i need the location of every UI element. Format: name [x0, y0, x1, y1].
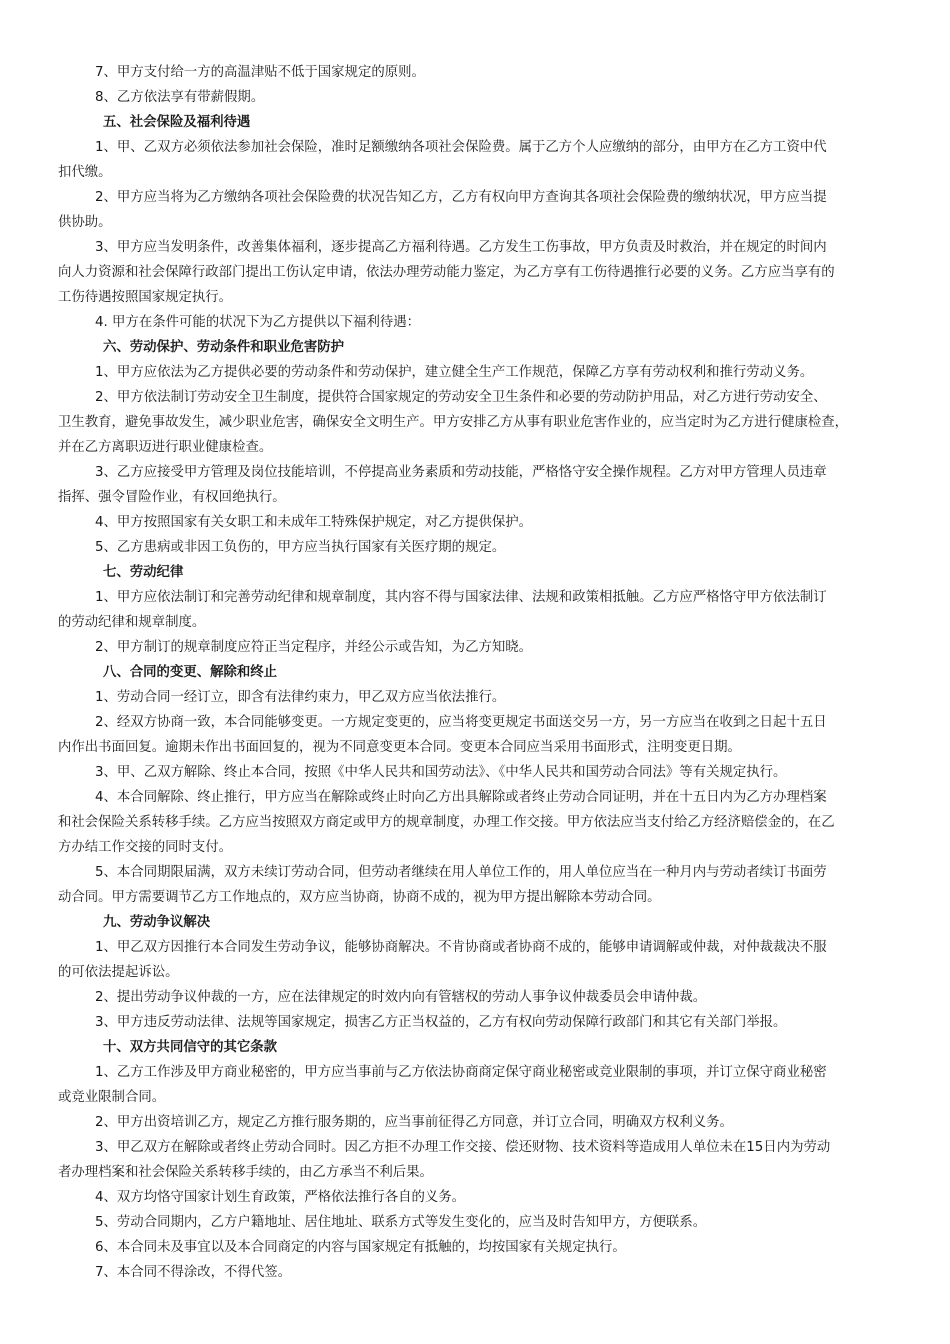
- clause-continuation-line: 供协助。: [58, 215, 112, 230]
- clause-continuation-line: 扣代缴。: [58, 165, 112, 180]
- clause-line: 5、劳动合同期内，乙方户籍地址、居住地址、联系方式等发生变化的，应当及时告知甲方，方便联系。: [95, 1215, 707, 1230]
- contract-document: [0, 60, 950, 1282]
- section-heading: 七、劳动纪律: [103, 565, 184, 580]
- section-heading: 十、双方共同信守的其它条款: [103, 1040, 278, 1055]
- clause-line: 5、乙方患病或非因工负伤的，甲方应当执行国家有关医疗期的规定。: [95, 540, 506, 555]
- clause-line: 6、本合同未及事宜以及本合同商定的内容与国家规定有抵触的，均按国家有关规定执行。: [95, 1240, 626, 1255]
- clause-continuation-line: 并在乙方离职迈进行职业健康检查。: [58, 440, 273, 455]
- clause-line: 4、双方均恪守国家计划生育政策，严格依法推行各自的义务。: [95, 1190, 466, 1205]
- clause-line: 4. 甲方在条件可能的状况下为乙方提供以下福利待遇：: [95, 315, 421, 330]
- clause-continuation-line: 卫生教育，避免事故发生，减少职业危害，确保安全文明生产。甲方安排乙方从事有职业危害作业的，应当定时为乙方进行健康检查，: [58, 415, 849, 430]
- clause-line: 3、甲方应当发明条件，改善集体福利，逐步提高乙方福利待遇。乙方发生工伤事故，甲方负责及时救治，并在规定的时间内: [95, 240, 827, 255]
- clause-line: 4、本合同解除、终止推行，甲方应当在解除或终止时向乙方出具解除或者终止劳动合同证明，并在十五日内为乙方办理档案: [95, 790, 827, 805]
- section-heading: 六、劳动保护、劳动条件和职业危害防护: [103, 340, 345, 355]
- clause-line: 2、甲方应当将为乙方缴纳各项社会保险费的状况告知乙方，乙方有权向甲方查询其各项社会保险费的缴纳状况，甲方应当提: [95, 190, 827, 205]
- clause-continuation-line: 向人力资源和社会保障行政部门提出工伤认定申请，依法办理劳动能力鉴定，为乙方享有工伤待遇推行必要的义务。乙方应当享有的: [58, 265, 835, 280]
- clause-line: 1、劳动合同一经订立，即含有法律约束力，甲乙双方应当依法推行。: [95, 690, 506, 705]
- clause-continuation-line: 的劳动纪律和规章制度。: [58, 615, 206, 630]
- clause-line: 2、甲方制订的规章制度应符正当定程序，并经公示或告知，为乙方知晓。: [95, 640, 533, 655]
- clause-continuation-line: 动合同。甲方需要调节乙方工作地点的，双方应当协商，协商不成的，视为甲方提出解除本劳动合同。: [58, 890, 661, 905]
- clause-line: 3、甲、乙双方解除、终止本合同，按照《中华人民共和国劳动法》、《中华人民共和国劳动合同法》等有关规定执行。: [95, 765, 787, 780]
- section-heading: 五、社会保险及福利待遇: [103, 115, 251, 130]
- clause-line: 1、甲、乙双方必须依法参加社会保险，准时足额缴纳各项社会保险费。属于乙方个人应缴纳的部分，由甲方在乙方工资中代: [95, 140, 827, 155]
- clause-continuation-line: 和社会保险关系转移手续。乙方应当按照双方商定或甲方的规章制度，办理工作交接。甲方依法应当支付给乙方经济赔偿金的，在乙: [58, 815, 835, 830]
- clause-continuation-line: 的可依法提起诉讼。: [58, 965, 179, 980]
- clause-line: 2、提出劳动争议仲裁的一方，应在法律规定的时效内向有管辖权的劳动人事争议仲裁委员会申请仲裁。: [95, 990, 707, 1005]
- clause-continuation-line: 指挥、强令冒险作业，有权回绝执行。: [58, 490, 286, 505]
- clause-line: 2、甲方依法制订劳动安全卫生制度，提供符合国家规定的劳动安全卫生条件和必要的劳动防护用品，对乙方进行劳动安全、: [95, 390, 827, 405]
- clause-continuation-line: 或竞业限制合同。: [58, 1090, 166, 1105]
- clause-line: 8、乙方依法享有带薪假期。: [95, 90, 265, 105]
- clause-line: 1、乙方工作涉及甲方商业秘密的，甲方应当事前与乙方依法协商商定保守商业秘密或竞业限制的事项，并订立保守商业秘密: [95, 1065, 827, 1080]
- clause-line: 2、甲方出资培训乙方，规定乙方推行服务期的，应当事前征得乙方同意，并订立合同，明确双方权利义务。: [95, 1115, 733, 1130]
- clause-line: 3、甲乙双方在解除或者终止劳动合同时。因乙方拒不办理工作交接、偿还财物、技术资料等造成用人单位未在15日内为劳动: [95, 1140, 831, 1155]
- clause-line: 3、甲方违反劳动法律、法规等国家规定，损害乙方正当权益的，乙方有权向劳动保障行政部门和其它有关部门举报。: [95, 1015, 787, 1030]
- clause-line: 7、甲方支付给一方的高温津贴不低于国家规定的原则。: [95, 65, 425, 80]
- clause-line: 4、甲方按照国家有关女职工和未成年工特殊保护规定，对乙方提供保护。: [95, 515, 533, 530]
- section-heading: 九、劳动争议解决: [103, 915, 211, 930]
- clause-line: 7、本合同不得涂改，不得代签。: [95, 1265, 291, 1280]
- clause-continuation-line: 工伤待遇按照国家规定执行。: [58, 290, 233, 305]
- clause-line: 1、甲乙双方因推行本合同发生劳动争议，能够协商解决。不肯协商或者协商不成的，能够申请调解或仲裁，对仲裁裁决不服: [95, 940, 827, 955]
- clause-line: 1、甲方应依法制订和完善劳动纪律和规章制度，其内容不得与国家法律、法规和政策相抵触。乙方应严格恪守甲方依法制订: [95, 590, 827, 605]
- clause-continuation-line: 者办理档案和社会保险关系转移手续的，由乙方承当不利后果。: [58, 1165, 433, 1180]
- clause-continuation-line: 方办结工作交接的同时支付。: [58, 840, 233, 855]
- clause-line: 1、甲方应依法为乙方提供必要的劳动条件和劳动保护，建立健全生产工作规范，保障乙方享有劳动权利和推行劳动义务。: [95, 365, 814, 380]
- clause-line: 3、乙方应接受甲方管理及岗位技能培训，不停提高业务素质和劳动技能，严格恪守安全操作规程。乙方对甲方管理人员违章: [95, 465, 827, 480]
- clause-line: 5、本合同期限届满，双方未续订劳动合同，但劳动者继续在用人单位工作的，用人单位应当在一种月内与劳动者续订书面劳: [95, 865, 827, 880]
- section-heading: 八、合同的变更、解除和终止: [103, 665, 278, 680]
- clause-line: 2、经双方协商一致，本合同能够变更。一方规定变更的，应当将变更规定书面送交另一方，另一方应当在收到之日起十五日: [95, 715, 827, 730]
- clause-continuation-line: 内作出书面回复。逾期未作出书面回复的，视为不同意变更本合同。变更本合同应当采用书面形式，注明变更日期。: [58, 740, 741, 755]
